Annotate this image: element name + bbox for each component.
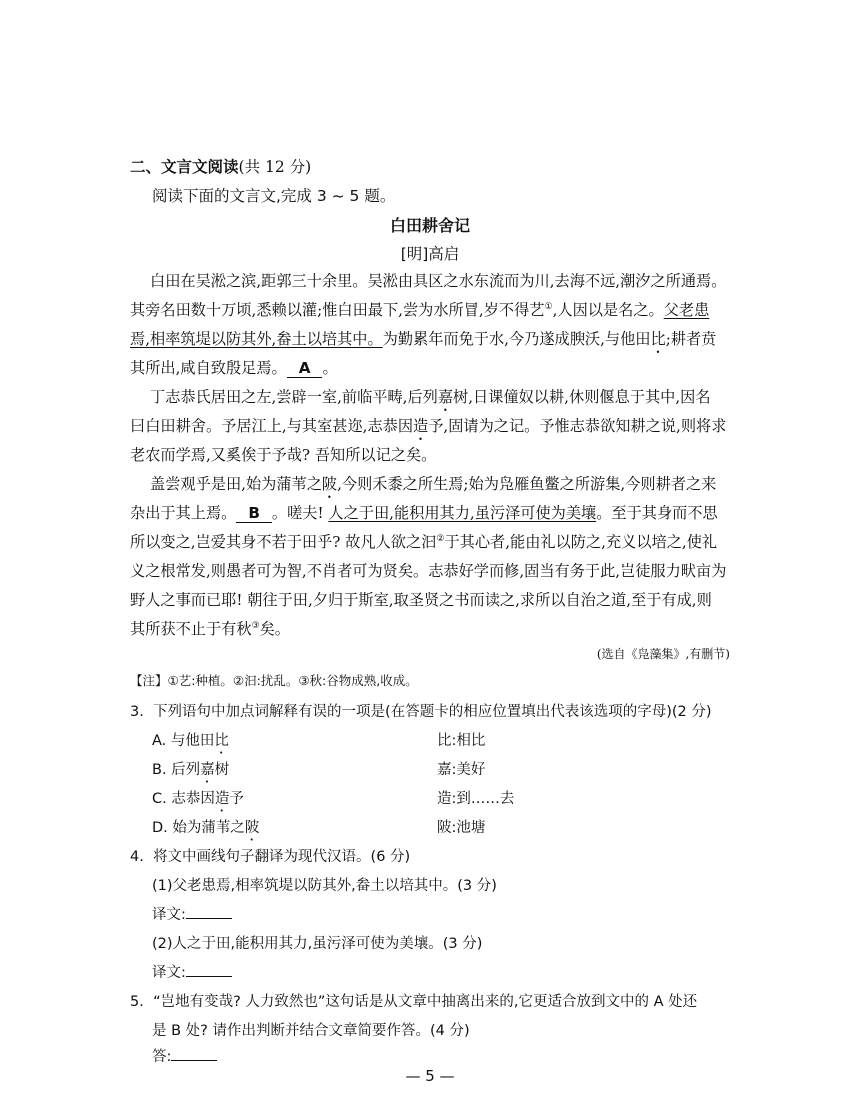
para2-line3: 老农而学焉,又奚俟于予哉? 吾知所以记之矣。 xyxy=(130,446,437,464)
para1-line2: 其旁名田数十万顷,悉赖以灌;惟白田最下,尝为水所冒,岁不得艺①,人因以是名之。父老患 xyxy=(130,301,710,319)
answer-blank[interactable] xyxy=(186,904,232,919)
dotted-word: 陂 xyxy=(321,475,338,493)
para3-line5: 野人之事而已耶! 朝往于田,夕归于斯室,取圣贤之书而读之,求所以自治之道,至于有成,则 xyxy=(130,591,712,609)
para1-line3: 焉,相率筑堤以防其外,畚土以培其中。为勤累年而免于水,今乃遂成腴沃,与他田比;耕者贲 xyxy=(130,330,717,348)
answer-blank[interactable] xyxy=(186,962,232,977)
q5-answer[interactable]: 答: xyxy=(152,1045,217,1066)
q4-sub1: (1)父老患焉,相率筑堤以防其外,畚土以培其中。(3 分) xyxy=(152,878,497,894)
q3-option-b-meaning: 嘉:美好 xyxy=(437,762,486,778)
underlined-sentence-1-cont: 焉,相率筑堤以防其外,畚土以培其中。 xyxy=(130,330,383,348)
para2-line1: 丁志恭氏居田之左,尝辟一室,前临平畴,后列嘉树,日课僮奴以耕,休则偃息于其中,因名 xyxy=(150,388,711,406)
blank-a: A xyxy=(287,360,323,378)
question-4: 4. 将文中画线句子翻译为现代汉语。(6 分) xyxy=(130,849,411,865)
para2-line2: 曰白田耕舍。予居江上,与其室甚迩,志恭因造予,固请为之记。予惟志恭欲知耕之说,则将求 xyxy=(130,417,727,435)
article-title: 白田耕舍记 xyxy=(389,216,470,235)
q3-option-a-meaning: 比:相比 xyxy=(437,733,486,749)
q3-option-d: D. 始为蒲苇之陂 xyxy=(152,820,260,836)
answer-blank[interactable] xyxy=(171,1046,217,1061)
para1-line1: 白田在吴淞之滨,距郭三十余里。吴淞由具区之水东流而为川,去海不远,潮汐之所通焉。 xyxy=(150,272,727,290)
q3-option-d-meaning: 陂:池塘 xyxy=(437,820,486,836)
question-5: 5. “岂地有变哉? 人力致然也”这句话是从文章中抽离出来的,它更适合放到文中的 A 处还 xyxy=(130,994,698,1010)
para3-line6: 其所获不止于有秋③矣。 xyxy=(130,620,290,638)
question-5-cont: 是 B 处? 请作出判断并结合文章简要作答。(4 分) xyxy=(152,1023,470,1039)
q4-answer-2[interactable]: 译文: xyxy=(152,961,232,982)
page-number: — 5 — xyxy=(405,1067,455,1085)
section-heading: 二、文言文阅读(共 12 分) xyxy=(130,158,312,176)
para3-line4: 义之根常发,则愚者可为智,不肖者可为贤矣。志恭好学而修,固当有务于此,岂徒服力畎亩为 xyxy=(130,562,727,580)
q3-option-c: C. 志恭因造予 xyxy=(152,791,244,807)
blank-b: B xyxy=(236,505,272,523)
section-instruction: 阅读下面的文言文,完成 3 ~ 5 题。 xyxy=(152,187,396,205)
underlined-sentence-2: 人之于田,能积用其力,虽污泽可使为美壤 xyxy=(328,504,597,522)
q4-answer-1[interactable]: 译文: xyxy=(152,903,232,924)
para1-line4: 其所出,咸自致殷足焉。 A 。 xyxy=(130,359,338,377)
q4-sub2: (2)人之于田,能积用其力,虽污泽可使为美壤。(3 分) xyxy=(152,936,483,952)
question-3: 3. 下列语句中加点词解释有误的一项是(在答题卡的相应位置填出代表该选项的字母)(2 分) xyxy=(130,704,712,720)
footnotes: 【注】①艺:种植。②汩:扰乱。③秋:谷物成熟,收成。 xyxy=(130,673,418,688)
dotted-word: 嘉 xyxy=(437,388,454,406)
para3-line1: 盖尝观乎是田,始为蒲苇之陂,今则禾黍之所生焉;始为凫雁鱼鳖之所游集,今则耕者之来 xyxy=(150,475,717,493)
para3-line2: 杂出于其上焉。 B 。嗟夫! 人之于田,能积用其力,虽污泽可使为美壤。至于其身而不思 xyxy=(130,504,718,522)
source-citation: (选自《凫藻集》,有删节) xyxy=(596,647,730,661)
q3-option-a: A. 与他田比 xyxy=(152,733,229,749)
dotted-word: 造 xyxy=(413,417,429,435)
article-author: [明]高启 xyxy=(400,245,460,263)
q3-option-c-meaning: 造:到……去 xyxy=(437,791,515,807)
q3-option-b: B. 后列嘉树 xyxy=(152,762,230,778)
underlined-sentence-1: 父老患 xyxy=(663,301,710,319)
dotted-word: 比 xyxy=(650,330,666,348)
para3-line3: 所以变之,岂爱其身不若于田乎? 故凡人欲之汩②于其心者,能由礼以防之,充义以培之,使礼 xyxy=(130,533,718,551)
